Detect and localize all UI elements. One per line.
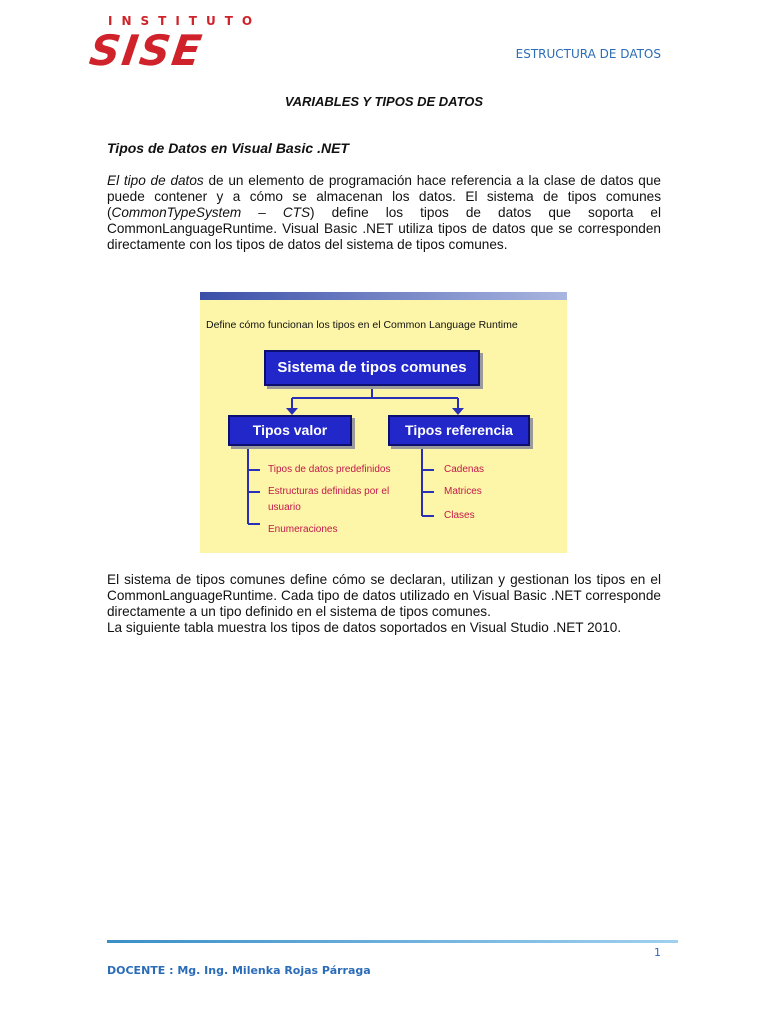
reference-item: Cadenas bbox=[444, 464, 485, 475]
cts-diagram bbox=[200, 292, 567, 553]
intro-emphasis-1: El tipo de datos bbox=[107, 173, 204, 188]
value-types-box: Tipos valor bbox=[228, 415, 352, 446]
reference-item: Clases bbox=[444, 510, 475, 521]
section-heading: Tipos de Datos en Visual Basic .NET bbox=[107, 140, 349, 156]
footer-divider bbox=[107, 940, 678, 943]
sise-logo bbox=[86, 14, 262, 75]
reference-item: Matrices bbox=[444, 486, 482, 497]
reference-types-box: Tipos referencia bbox=[388, 415, 530, 446]
table-intro-paragraph: La siguiente tabla muestra los tipos de datos soportados en Visual Studio .NET 2010. bbox=[107, 620, 622, 635]
intro-emphasis-2: CommonTypeSystem – CTS bbox=[111, 205, 311, 220]
value-item: Estructuras definidas por el bbox=[268, 486, 390, 497]
root-box: Sistema de tipos comunes bbox=[264, 350, 480, 386]
value-item: Enumeraciones bbox=[268, 524, 338, 535]
page-title: VARIABLES Y TIPOS DE DATOS bbox=[284, 94, 484, 109]
footer-docente: DOCENTE : Mg. Ing. Milenka Rojas Párraga bbox=[107, 964, 371, 977]
value-item: Tipos de datos predefinidos bbox=[268, 464, 391, 475]
header-subject: ESTRUCTURA DE DATOS bbox=[515, 47, 661, 61]
logo-instituto-text: INSTITUTO bbox=[108, 14, 262, 28]
logo-brand-text: SISE bbox=[86, 26, 207, 75]
value-item: usuario bbox=[268, 502, 301, 513]
intro-paragraph bbox=[107, 173, 661, 253]
diagram-caption: Define cómo funcionan los tipos en el Common Language Runtime bbox=[206, 319, 518, 331]
left-arrowhead bbox=[286, 408, 298, 415]
right-arrowhead bbox=[452, 408, 464, 415]
intro-text-2: ) define los tipos de datos que soporta el CommonLanguageRuntime. Visual Basic .NET utiliza tipos de datos que se corresponden directamente con los tipos de datos del sistema de tipos comunes. bbox=[107, 205, 661, 252]
cts-paragraph: El sistema de tipos comunes define cómo se declaran, utilizan y gestionan los tipos en el CommonLanguageRuntime. Cada tipo de datos utilizado en Visual Basic .NET corresponde directamente a un tipo definido en el sistema de tipos comunes. bbox=[107, 572, 661, 619]
intro-text-1: de un elemento de programación hace referencia a la clase de datos que puede contener y a cómo se almacenan los datos. El sistema de tipos comunes ( bbox=[107, 173, 661, 220]
page-number: 1 bbox=[654, 946, 661, 959]
